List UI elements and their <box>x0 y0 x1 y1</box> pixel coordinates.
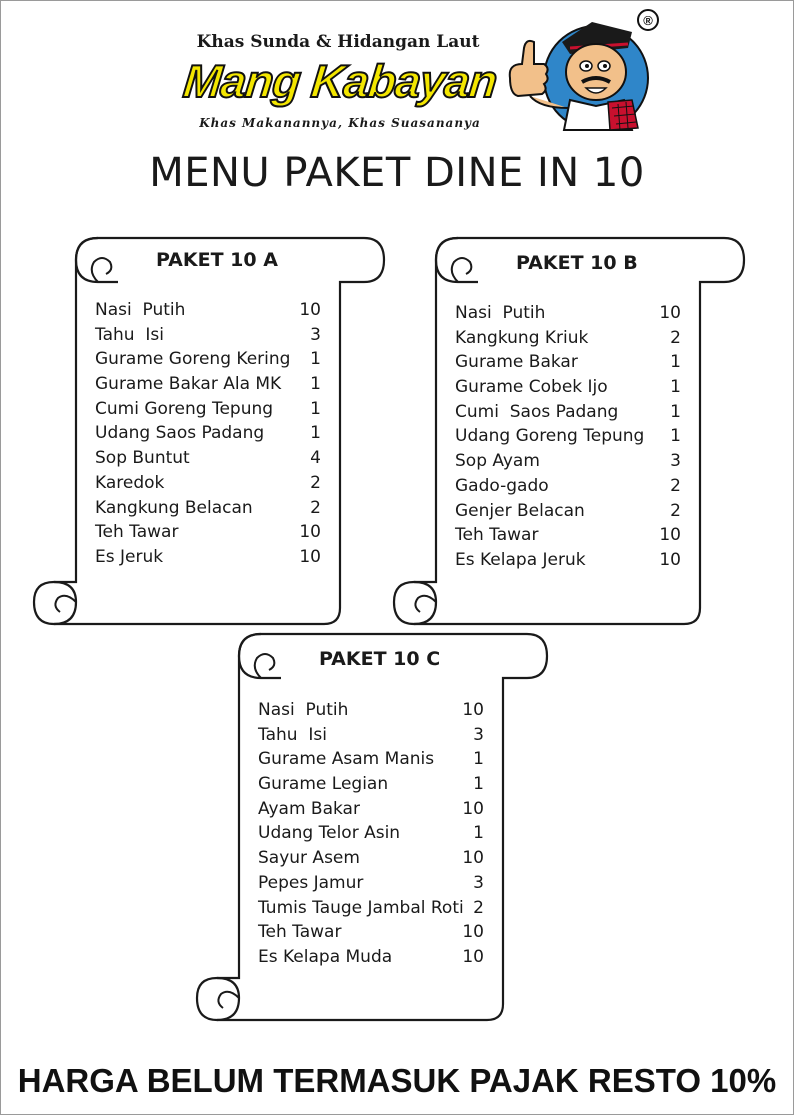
menu-item <box>455 424 681 449</box>
package-scroll-c <box>195 632 551 1024</box>
menu-item-name: Nasi Putih <box>95 300 186 320</box>
menu-item-qty: 10 <box>299 522 321 543</box>
menu-item <box>258 772 484 797</box>
logo-tagline-bottom: Khas Makanannya, Khas Suasananya <box>199 116 481 130</box>
menu-item <box>258 821 484 846</box>
menu-item-qty: 2 <box>670 500 681 521</box>
menu-item <box>455 350 681 375</box>
menu-item-name: Cumi Saos Padang <box>455 401 619 422</box>
registered-mark-icon <box>636 8 660 32</box>
menu-item-qty: 10 <box>462 798 484 819</box>
menu-item-name: Es Jeruk <box>95 546 164 567</box>
menu-item-name: Es Kelapa Jeruk <box>455 549 586 570</box>
menu-item-qty: 1 <box>670 377 681 398</box>
package-title-a: PAKET 10 A <box>156 249 278 271</box>
logo-tagline-top: Khas Sunda & Hidangan Laut <box>196 32 480 52</box>
menu-item-qty: 2 <box>670 475 681 496</box>
menu-item <box>455 474 681 499</box>
package-b-items <box>455 301 681 573</box>
page-title: MENU PAKET DINE IN 10 <box>149 150 645 196</box>
menu-item-qty: 10 <box>299 300 321 320</box>
menu-item <box>95 421 321 446</box>
menu-item <box>258 723 484 748</box>
menu-item-qty: 1 <box>310 349 321 370</box>
menu-item-name: Udang Telor Asin <box>258 823 401 844</box>
menu-item-qty: 10 <box>659 549 681 570</box>
menu-item <box>258 747 484 772</box>
menu-item-name: Kangkung Kriuk <box>455 327 589 348</box>
menu-item-name: Kangkung Belacan <box>95 497 253 518</box>
menu-item-name: Sop Ayam <box>455 451 540 472</box>
menu-item-qty: 2 <box>310 472 321 493</box>
menu-item <box>95 347 321 372</box>
menu-item-name: Cumi Goreng Tepung <box>95 398 274 419</box>
package-a-items <box>95 298 321 570</box>
registered-mark-text: ® <box>643 13 653 28</box>
menu-item-name: Gurame Bakar <box>455 352 578 373</box>
package-title-c: PAKET 10 C <box>319 648 441 670</box>
menu-item-name: Teh Tawar <box>455 525 539 546</box>
menu-item-qty: 2 <box>473 897 484 918</box>
menu-item-qty: 1 <box>670 401 681 422</box>
menu-item-qty: 10 <box>659 525 681 546</box>
menu-item-name: Gurame Bakar Ala MK <box>95 374 282 395</box>
menu-item-qty: 1 <box>310 398 321 419</box>
menu-item <box>258 920 484 945</box>
menu-item <box>95 323 321 348</box>
menu-item <box>258 945 484 970</box>
menu-item-qty: 4 <box>310 448 321 469</box>
menu-item-name: Teh Tawar <box>95 522 179 543</box>
menu-item-qty: 10 <box>462 848 484 869</box>
menu-item-qty: 10 <box>659 303 681 323</box>
tax-note: HARGA BELUM TERMASUK PAJAK RESTO 10% <box>17 1062 777 1099</box>
menu-item-qty: 1 <box>473 823 484 844</box>
menu-item-name: Tahu Isi <box>95 324 164 345</box>
menu-item-qty: 10 <box>462 922 484 943</box>
menu-item-name: Karedok <box>95 472 165 493</box>
menu-item-name: Udang Goreng Tepung <box>455 426 645 447</box>
package-title-b: PAKET 10 B <box>516 252 638 274</box>
menu-item-qty: 1 <box>473 749 484 770</box>
menu-item-name: Sop Buntut <box>95 448 190 469</box>
brand-logo <box>180 28 500 138</box>
menu-item-name: Ayam Bakar <box>258 798 360 819</box>
menu-item-qty: 1 <box>473 774 484 795</box>
menu-item <box>258 797 484 822</box>
menu-item-name: Nasi Putih <box>258 700 349 720</box>
menu-item <box>455 326 681 351</box>
menu-item-name: Tumis Tauge Jambal Roti <box>258 897 464 918</box>
menu-item-qty: 3 <box>473 872 484 893</box>
menu-item-name: Gado-gado <box>455 475 549 496</box>
menu-item <box>455 400 681 425</box>
menu-item-qty: 2 <box>310 497 321 518</box>
menu-item-qty: 1 <box>670 352 681 373</box>
menu-item <box>95 298 321 323</box>
menu-item-name: Nasi Putih <box>455 303 546 323</box>
menu-item-qty: 1 <box>310 374 321 395</box>
menu-item <box>95 545 321 570</box>
menu-item <box>455 499 681 524</box>
menu-item-name: Gurame Legian <box>258 774 389 795</box>
menu-item-qty: 1 <box>670 426 681 447</box>
logo-brand-name: Mang Kabayan <box>180 55 500 107</box>
menu-item <box>455 449 681 474</box>
package-c-items <box>258 698 484 970</box>
package-scroll-b <box>392 236 748 628</box>
menu-item-qty: 3 <box>310 324 321 345</box>
menu-item-name: Udang Saos Padang <box>95 423 265 444</box>
menu-item <box>258 896 484 921</box>
menu-item <box>95 372 321 397</box>
menu-item-name: Es Kelapa Muda <box>258 946 393 967</box>
menu-item-name: Teh Tawar <box>258 922 342 943</box>
menu-item <box>95 496 321 521</box>
menu-item <box>455 523 681 548</box>
menu-item-name: Pepes Jamur <box>258 872 364 893</box>
menu-item-qty: 10 <box>299 546 321 567</box>
menu-item-qty: 3 <box>473 724 484 745</box>
menu-item <box>258 871 484 896</box>
menu-item <box>95 446 321 471</box>
menu-item <box>258 698 484 723</box>
menu-item <box>95 520 321 545</box>
menu-item-qty: 1 <box>310 423 321 444</box>
menu-item-name: Gurame Cobek Ijo <box>455 377 608 398</box>
menu-item <box>95 471 321 496</box>
menu-item <box>258 846 484 871</box>
menu-item-qty: 2 <box>670 327 681 348</box>
menu-item-qty: 10 <box>462 946 484 967</box>
menu-item <box>455 375 681 400</box>
menu-item-qty: 3 <box>670 451 681 472</box>
menu-item <box>455 548 681 573</box>
menu-item-name: Gurame Asam Manis <box>258 749 435 770</box>
menu-item <box>95 397 321 422</box>
menu-item-name: Gurame Goreng Kering <box>95 349 291 370</box>
menu-item-name: Genjer Belacan <box>455 500 585 521</box>
package-scroll-a <box>32 236 388 628</box>
menu-item-qty: 10 <box>462 700 484 720</box>
menu-item-name: Tahu Isi <box>258 724 327 745</box>
menu-item-name: Sayur Asem <box>258 848 360 869</box>
menu-item <box>455 301 681 326</box>
